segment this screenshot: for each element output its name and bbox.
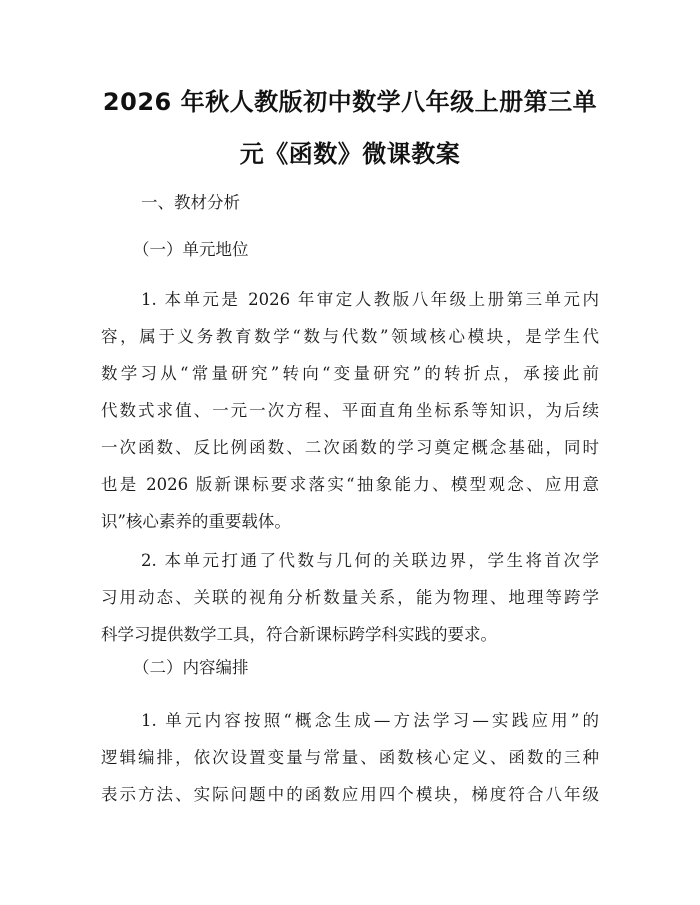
paragraph-line: 容，属于义务教育数学“数与代数”领域核心模块，是学生代 xyxy=(101,327,599,346)
paragraph-line: 也是 2026 版新课标要求落实“抽象能力、模型观念、应用意 xyxy=(101,475,599,494)
document-title-line-1: 2026 年秋人教版初中数学八年级上册第三单 xyxy=(102,88,598,116)
paragraph-line: 1. 本单元是 2026 年审定人教版八年级上册第三单元内 xyxy=(141,290,599,309)
document-title-line-2: 元《函数》微课教案 xyxy=(239,140,461,168)
paragraph-line: 习用动态、关联的视角分析数量关系，能为物理、地理等跨学 xyxy=(101,588,599,607)
paragraph-line: 表示方法、实际问题中的函数应用四个模块，梯度符合八年级 xyxy=(101,785,599,804)
paragraph-line: 科学习提供数学工具，符合新课标跨学科实践的要求。 xyxy=(101,625,497,644)
paragraph-content-arrangement-1 xyxy=(101,702,599,813)
paragraph-line: 2. 本单元打通了代数与几何的关联边界，学生将首次学 xyxy=(141,551,599,570)
paragraph-line: 一次函数、反比例函数、二次函数的学习奠定概念基础，同时 xyxy=(101,438,599,457)
paragraph-line: 代数式求值、一元一次方程、平面直角坐标系等知识，为后续 xyxy=(101,401,599,420)
subsection-heading-content-arrangement: （二）内容编排 xyxy=(133,658,249,677)
paragraph-line: 识”核心素养的重要载体。 xyxy=(101,512,291,531)
paragraph-line: 数学习从“常量研究”转向“变量研究”的转折点，承接此前 xyxy=(101,364,599,383)
paragraph-line: 逻辑编排，依次设置变量与常量、函数核心定义、函数的三种 xyxy=(101,748,599,767)
section-heading-textbook-analysis: 一、教材分析 xyxy=(141,193,240,212)
paragraph-unit-position-2 xyxy=(101,542,599,653)
subsection-heading-unit-position: （一）单元地位 xyxy=(133,240,249,259)
paragraph-line: 1. 单元内容按照“概念生成—方法学习—实践应用”的 xyxy=(141,711,599,730)
paragraph-unit-position-1 xyxy=(101,281,599,540)
